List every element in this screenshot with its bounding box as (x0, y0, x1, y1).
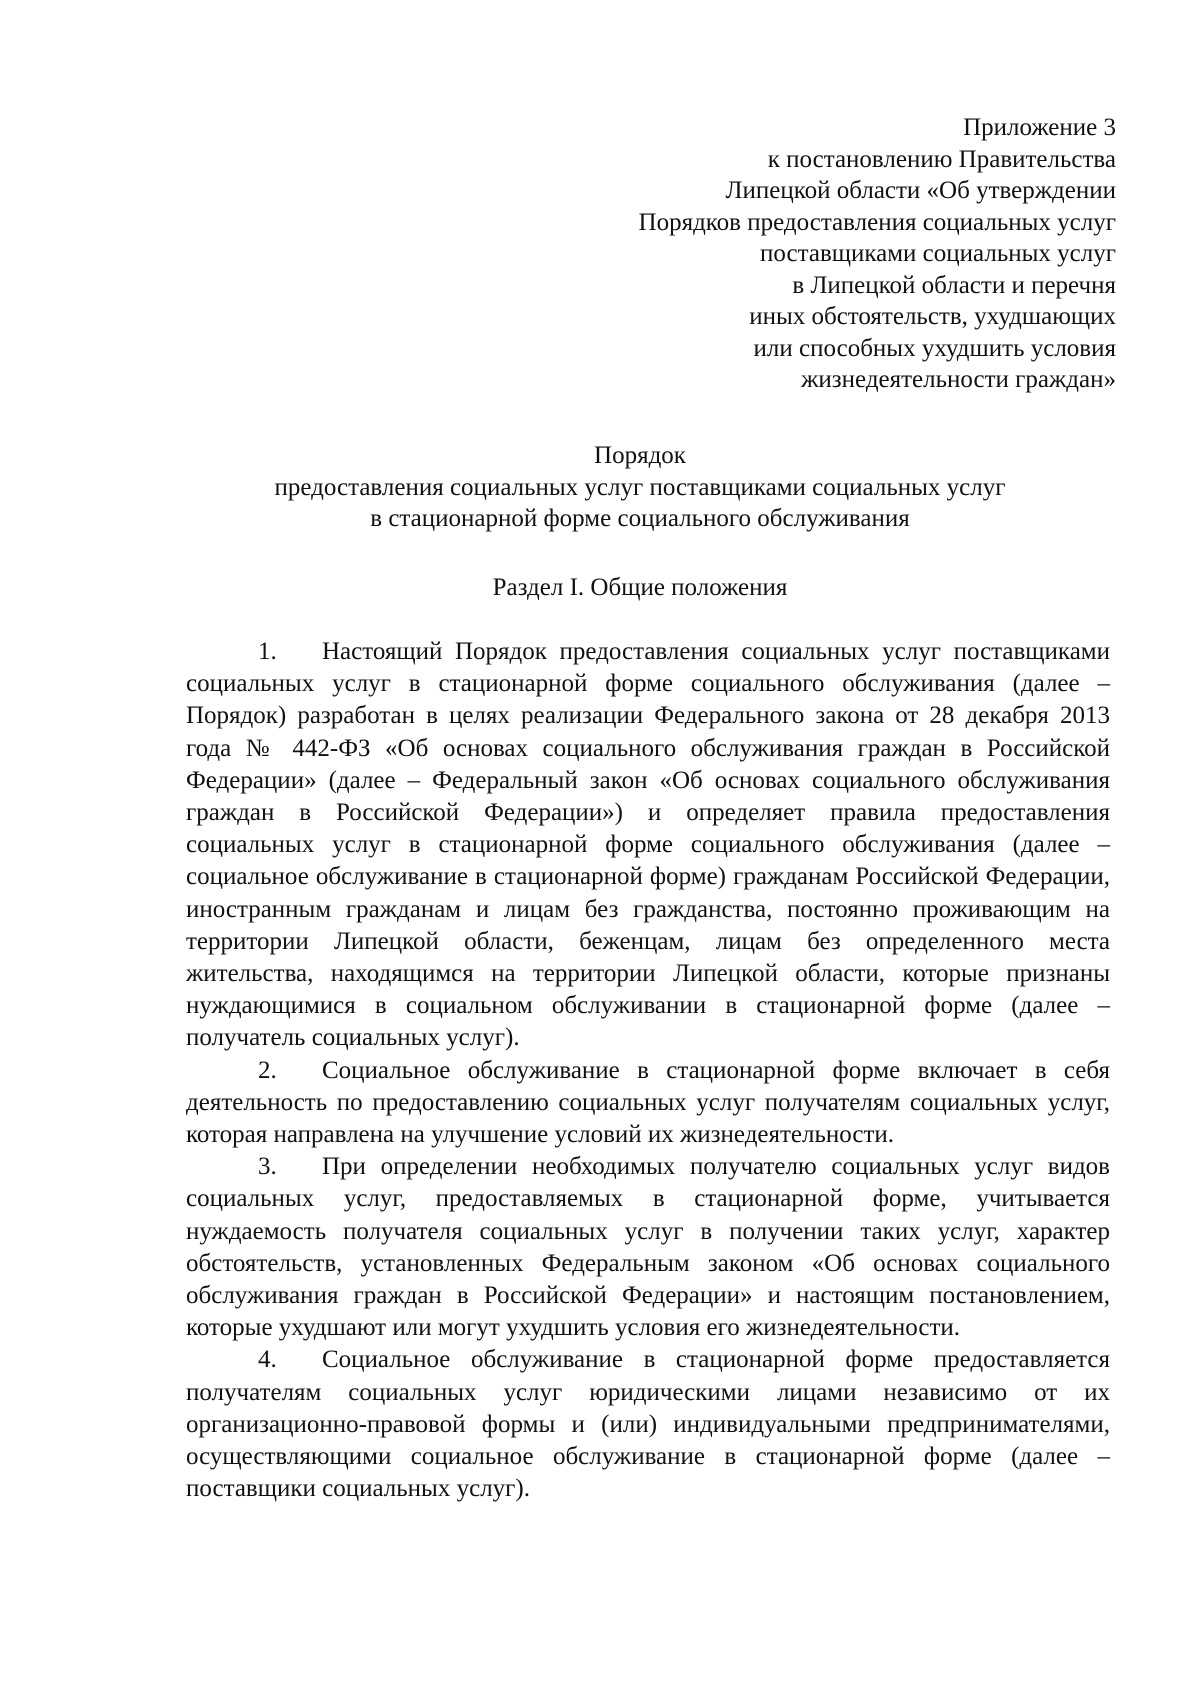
paragraph-number: 1. (258, 638, 277, 665)
document-body (186, 636, 1110, 1505)
appendix-line: Липецкой области «Об утверждении (725, 177, 1116, 204)
appendix-line: жизнедеятельности граждан» (801, 366, 1116, 393)
paragraph-2 (186, 1055, 1110, 1152)
paragraph-number: 2. (258, 1056, 277, 1084)
paragraph-4 (186, 1344, 1110, 1505)
appendix-line: иных обстоятельств, ухудшающих (749, 303, 1116, 330)
paragraph-text: Социальное обслуживание в стационарной форме предоставляется получателям социальных услуг юридическими лицами независимо от их организационно-правовой формы и (или) индивидуальными предпринимателями, осуществляющими социальное обслуживание в стационарной форме (далее – поставщики социальных услуг). (186, 1346, 1110, 1503)
paragraph-text: Настоящий Порядок предоставления социальных услуг поставщиками социальных услуг в стационарной форме социального обслуживания (далее – Порядок) разработан в целях реализации Федерального закона от 28 декабря 2013 года № 442-ФЗ «Об основах социального обслуживания граждан в Российской Федерации» (далее – Федеральный закон «Об основах социального обслуживания граждан в Российской Федерации») и определяет правила предоставления социальных услуг в стационарной форме социального обслуживания (далее – социальное обслуживание в стационарной форме) гражданам Российской Федерации, иностранным гражданам и лицам без гражданства, постоянно проживающим на территории Липецкой области, беженцам, лицам без определенного места жительства, находящимся на территории Липецкой области, которые признаны нуждающимися в социальном обслуживании в стационарной форме (далее – получатель социальных услуг). (186, 638, 1110, 1052)
appendix-header (516, 112, 1116, 396)
appendix-line: или способных ухудшить условия (753, 334, 1116, 362)
appendix-line: поставщиками социальных услуг (760, 240, 1116, 267)
paragraph-text: При определении необходимых получателю социальных услуг видов социальных услуг, предоставляемых в стационарной форме, учитывается нуждаемость получателя социальных услуг в получении таких услуг, характер обстоятельств, установленных Федеральным законом «Об основах социального обслуживания граждан в Российской Федерации» и настоящим постановлением, которые ухудшают или могут ухудшить условия его жизнедеятельности. (186, 1153, 1110, 1342)
title-line: в стационарной форме социального обслуживания (370, 505, 910, 532)
paragraph-3 (186, 1151, 1110, 1344)
paragraph-text: Социальное обслуживание в стационарной форме включает в себя деятельность по предоставлению социальных услуг получателям социальных услуг, которая направлена на улучшение условий их жизнедеятельности. (186, 1056, 1110, 1149)
paragraph-number: 4. (258, 1346, 277, 1374)
document-title (170, 440, 1110, 535)
section-heading: Раздел I. Общие положения (492, 574, 788, 601)
appendix-line: Порядков предоставления социальных услуг (638, 208, 1116, 236)
title-line: предоставления социальных услуг поставщиками социальных услуг (274, 473, 1006, 501)
appendix-line: Приложение 3 (963, 114, 1116, 141)
appendix-line: в Липецкой области и перечня (792, 271, 1116, 299)
title-line: Порядок (594, 442, 686, 469)
paragraph-number: 3. (258, 1153, 277, 1181)
paragraph-1 (186, 636, 1110, 1055)
appendix-line: к постановлению Правительства (767, 145, 1116, 173)
